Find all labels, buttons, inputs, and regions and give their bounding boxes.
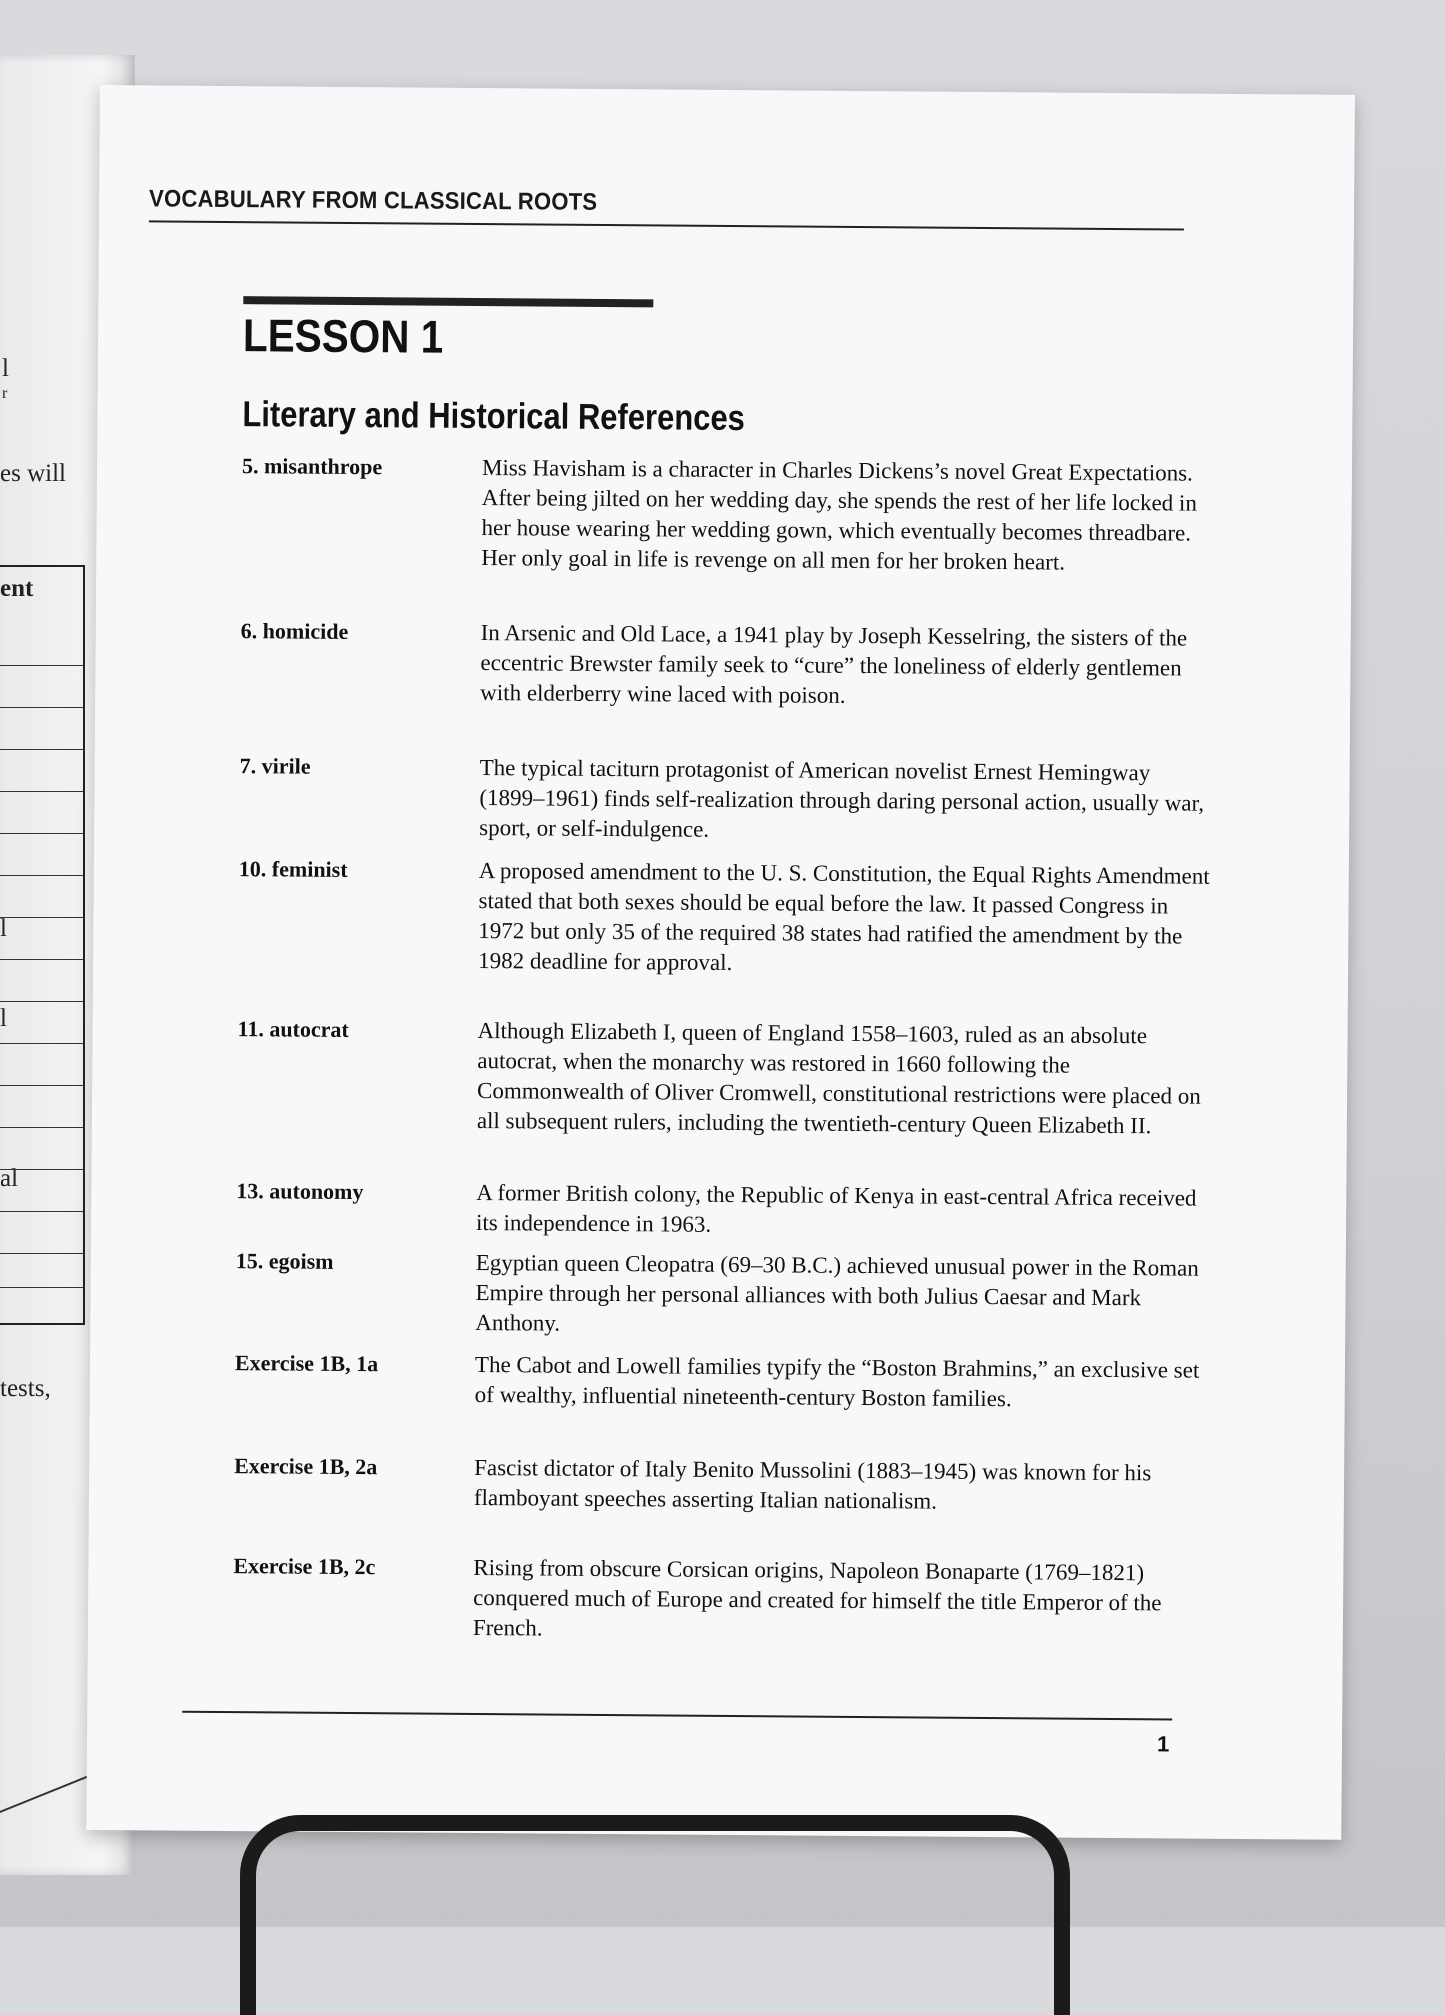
reference-entry bbox=[235, 1246, 1236, 1336]
entry-term: 5. misanthrope bbox=[241, 453, 383, 480]
entry-term: 10. feminist bbox=[238, 856, 348, 882]
entry-term: Exercise 1B, 2a bbox=[234, 1453, 378, 1480]
entry-term: 6. homicide bbox=[240, 618, 349, 644]
reference-entry bbox=[239, 751, 1240, 842]
left-page-table bbox=[0, 565, 85, 1325]
entry-definition: Miss Havisham is a character in Charles Dickens’s novel Great Expectations. After being jilted on her wedding day, she spends the rest of her life locked in her house wearing her wedding gown, which eventually becomes threadbare. Her only goal in life is revenge on all men for her broken heart. bbox=[481, 455, 1197, 575]
left-page-fragment: r bbox=[2, 385, 8, 402]
left-page-fragment: al bbox=[0, 1165, 19, 1192]
entry-definition: Rising from obscure Corsican origins, Napoleon Bonaparte (1769–1821) conquered much of Europe and created for himself the title Emperor of the French. bbox=[472, 1554, 1162, 1641]
entry-definition: Although Elizabeth I, queen of England 1558–1603, ruled as an absolute autocrat, when the monarchy was restored in 1660 following the Commonwealth of Oliver Cromwell, constitutional restrictions were placed on all subsequent rulers, including the twentieth-century Queen Elizabeth II. bbox=[476, 1017, 1201, 1139]
entry-term: 11. autocrat bbox=[237, 1016, 349, 1042]
book-stand bbox=[240, 1815, 1070, 2015]
entry-term: Exercise 1B, 2c bbox=[233, 1553, 376, 1580]
left-page-fragment: l bbox=[0, 915, 7, 942]
entry-definition: A proposed amendment to the U. S. Constitution, the Equal Rights Amendment stated that both sexes should be equal before the law. It passed Congress in 1972 but only 35 of the required 38 states had ratified the amendment by the 1982 deadline for approval. bbox=[478, 858, 1210, 975]
section-title: Literary and Historical References bbox=[242, 393, 746, 439]
entry-definition: The typical taciturn protagonist of American novelist Ernest Hemingway (1899–1961) finds self-realization through daring personal action, usually war, sport, or self-indulgence. bbox=[479, 755, 1205, 842]
entry-definition: The Cabot and Lowell families typify the “Boston Brahmins,” an exclusive set of wealthy, influential nineteenth-century Boston families. bbox=[474, 1351, 1200, 1412]
left-page-fragment: es will bbox=[0, 460, 66, 487]
reference-entry bbox=[233, 1551, 1233, 1641]
left-page-fragment: l bbox=[0, 1005, 7, 1032]
show-through-text bbox=[807, 316, 1188, 415]
reference-entry bbox=[237, 1014, 1238, 1139]
entry-definition: Egyptian queen Cleopatra (69–30 B.C.) achieved unusual power in the Roman Empire through her personal alliances with both Julius Caesar and Mark Anthony. bbox=[475, 1249, 1199, 1336]
running-head: VOCABULARY FROM CLASSICAL ROOTS bbox=[149, 185, 598, 216]
lesson-title: LESSON 1 bbox=[242, 309, 444, 363]
reference-entry bbox=[240, 616, 1241, 708]
left-page-fragment: l bbox=[2, 355, 9, 382]
reference-entry bbox=[234, 1451, 1234, 1514]
entry-definition: Fascist dictator of Italy Benito Mussolini (1883–1945) was known for his flamboyant speeches asserting Italian nationalism. bbox=[473, 1454, 1152, 1514]
book-page bbox=[86, 85, 1355, 1840]
reference-entry bbox=[238, 854, 1239, 975]
footer-rule bbox=[182, 1711, 1172, 1721]
entry-definition: In Arsenic and Old Lace, a 1941 play by Joseph Kesselring, the sisters of the eccentric Brewster family seek to “cure” the loneliness of elderly gentlemen with elderberry wine laced with poison. bbox=[480, 620, 1188, 708]
entry-term: 15. egoism bbox=[235, 1248, 334, 1274]
reference-entry bbox=[234, 1348, 1235, 1412]
page-number: 1 bbox=[1156, 1731, 1170, 1757]
left-page-fragment: ent bbox=[0, 575, 34, 602]
entry-term: 13. autonomy bbox=[236, 1178, 364, 1205]
entry-term: 7. virile bbox=[239, 753, 311, 779]
header-rule bbox=[149, 220, 1184, 230]
left-page-fragment: tests, bbox=[0, 1375, 51, 1402]
lesson-bar bbox=[243, 296, 653, 307]
reference-entry bbox=[241, 451, 1242, 575]
entry-term: Exercise 1B, 1a bbox=[234, 1350, 379, 1377]
entry-definition: A former British colony, the Republic of Kenya in east-central Africa received its independence in 1963. bbox=[475, 1179, 1197, 1237]
reference-entry bbox=[236, 1176, 1236, 1237]
